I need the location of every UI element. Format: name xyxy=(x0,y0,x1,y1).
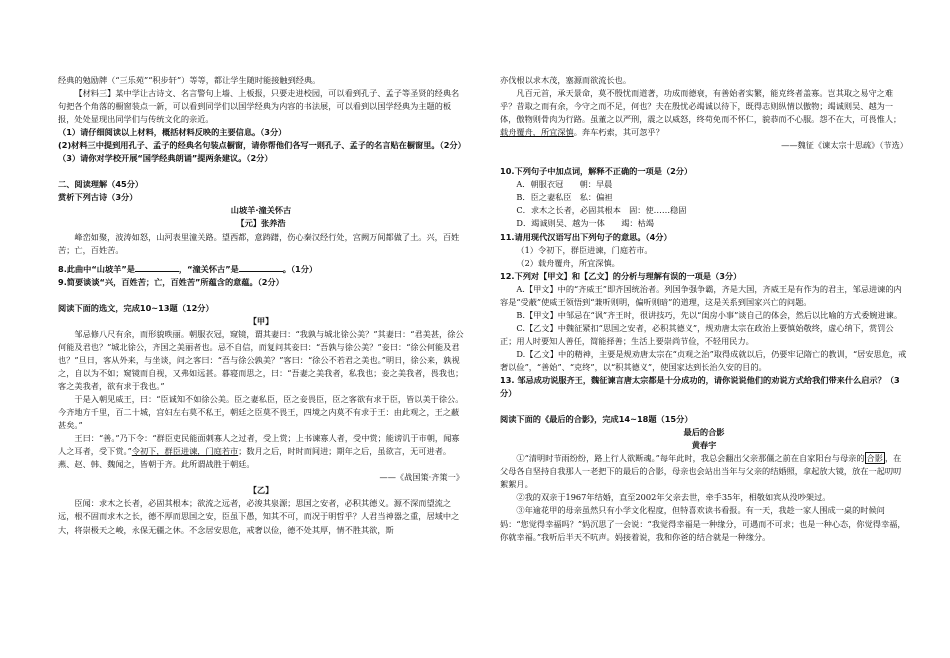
question-8-part-a: 8.此曲中“山坡羊”是 xyxy=(58,263,135,274)
text-yi-label: 【乙】 xyxy=(248,485,274,496)
question-12-option: C.【乙文】中魏征紧扣“思国之安者，必积其德义”，规劝唐太宗在政治上要慎始敬终，虚心纳下，赏罚公正；用人时要知人善任，简能择善；生活上要崇尚节俭，不轻用民力。 xyxy=(500,322,894,346)
modern-reading-intro: 阅读下面的《最后的合影》，完成14~18题（15分） xyxy=(500,414,693,425)
text-yi-paragraph-2 xyxy=(500,87,908,139)
text-jia-paragraph-3 xyxy=(58,432,464,471)
spacer xyxy=(500,152,908,165)
prose-intro: 阅读下面的选文，完成10~13题（12分） xyxy=(58,302,214,313)
text-jia-label: 【甲】 xyxy=(248,315,274,326)
question-11: 11.请用现代汉语写出下列句子的意思。（4分） xyxy=(500,231,672,242)
underlined-sentence: 载舟覆舟，所宜深慎 xyxy=(500,127,574,138)
text-jia-source: ——《战国策·齐策一》 xyxy=(379,472,464,483)
question-10-option: B．臣之妻私臣 私：偏袒 xyxy=(516,192,613,203)
question-8 xyxy=(58,263,464,276)
text-segment: 王曰：“善。”乃下令：“群臣吏民能面刺寡人之过者，受上赏；上书谏寡人者，受中赏；能谤讥于市朝，闻寡人之耳者，受下赏。” xyxy=(58,433,460,457)
poem-body: 峰峦如聚，波涛如怒，山河表里潼关路。望西都，意踌躇，伤心秦汉经行处，宫阙万间都做了土。兴，百姓苦；亡，百姓苦。 xyxy=(58,231,460,255)
question-10-option: A．朝服衣冠 朝：早晨 xyxy=(516,179,613,190)
modern-author: 黄春宇 xyxy=(691,440,717,451)
question-10: 10.下列句子中加点词，解释不正确的一项是（2分） xyxy=(500,166,693,177)
text-segment: ①“清明时节雨纷纷，路上行人欲断魂。”每年此时，我总会翻出父亲那僵之前在自家阳台与母亲的 xyxy=(516,453,865,464)
text-segment: ，在父母各自坚持自我那人一老把下的最后的合影，母亲也会站出当年与父亲的结婚照，拿起放大镜，放在一起叨叨絮絮月。 xyxy=(500,453,902,490)
question-12-option: B.【甲文】中邹忌在“讽”齐王时，很讲技巧，先以“闺房小事”谈自己的体会，然后以比喻的方式委婉进谏。 xyxy=(516,309,903,320)
question-10-option: C．求木之长者，必固其根本 固：使……稳固 xyxy=(516,205,687,216)
question-3: （3）请你对学校开展“国学经典朗诵”提两条建议。（2分） xyxy=(58,153,273,164)
spacer xyxy=(58,165,464,178)
poem-author: 【元】张养浩 xyxy=(236,218,286,229)
text-yi-paragraph-1: 臣闻：求木之长者，必固其根本；欲流之远者，必浚其泉源；思国之安者，必积其德义。源不深而望流之远，根不固而求木之长，德不厚而思国之安，臣虽下愚，知其不可，而况于明哲乎？人君当神器之重，居域中之大，将崇极天之峻，永保无疆之休。不念居安思危，戒奢以俭，德不处其厚，情不胜其欲，斯 xyxy=(58,498,460,535)
text-segment: ；数月之后，时时而间进；期年之后，虽欲言，无可进者。燕、赵、韩、魏闻之，皆朝于齐。此所谓战胜于朝廷。 xyxy=(58,446,452,470)
question-12: 12.下列对【甲文】和【乙文】的分析与理解有误的一项是（3分） xyxy=(500,270,742,281)
text-jia-paragraph-1: 邹忌修八尺有余，而形貌昳丽。朝服衣冠，窥镜，谓其妻曰：“我孰与城北徐公美？”其妻曰：“君美甚，徐公何能及君也？”城北徐公，齐国之美丽者也。忌不自信，而复问其妾曰：“吾孰与徐公美？”妾曰：“徐公何能及君也？”旦日，客从外来，与坐谈，问之客曰：“吾与徐公孰美？”客曰：“徐公不若君之美也。”明日，徐公来，孰视之，自以为不如；窥镜而自视，又弗如远甚。暮寝而思之，曰：“吾妻之美我者，私我也；妾之美我者，畏我也；客之美我者，欲有求于我也。” xyxy=(58,328,464,391)
modern-title: 最后的合影 xyxy=(683,427,725,438)
question-13: 13. 邹忌成功说服齐王，魏征谏言唐太宗都是十分成功的，请你说说他们的劝说方式给我们带来什么启示？（3分） xyxy=(500,375,900,399)
question-11-item: （2）载舟覆舟，所宜深慎。 xyxy=(516,257,620,268)
question-8-part-b: ，“潼关怀古”是 xyxy=(178,263,239,274)
text-segment: 。奔车朽索，其可忽乎？ xyxy=(573,127,664,138)
material-two-tail: 经典的勉励牌（“三乐苑”“积步轩”）等等，都让学生随时能接触到经典。 xyxy=(58,75,321,85)
question-2: (2)材料三中提到用孔子、孟子的经典名句装点橱窗，请你帮他们各写一则孔子、孟子的名言贴在橱窗里。（2分） xyxy=(58,140,466,151)
question-1: （1）请仔细阅读以上材料，概括材料反映的主要信息。（3分） xyxy=(58,127,287,138)
question-8-part-c: 。（1分） xyxy=(282,263,318,274)
poem-intro: 赏析下列古诗（3分） xyxy=(58,192,138,203)
modern-paragraph-1 xyxy=(500,452,908,491)
text-segment: 凡百元首，承天景命，莫不殷忧而道著，功成而德衰，有善始者实繁，能克终者盖寡。岂其取之易守之难乎？昔取之而有余，今守之而不足，何也？夫在殷忧必竭诚以待下，既得志则纵情以傲物；竭诚则吴、越为一体，傲物则骨肉为行路。虽董之以严刑，震之以威怒，终苟免而不怀仁，貌恭而不心服。怨不在大，可畏惟人； xyxy=(500,88,902,125)
question-12-option: D.【乙文】中的精神，主要是规劝唐太宗在“贞观之治”取得成就以后，仍要牢记隋亡的教训，“居安思危，戒奢以俭”，“善始”、“克终”，以“积其德义”，使国家达到长治久安的目的。 xyxy=(500,348,907,372)
text-yi-tail: 亦伐根以求木茂，塞源而欲流长也。 xyxy=(500,75,632,85)
section-two-heading: 二、阅读理解（45分） xyxy=(58,179,144,190)
question-12-option: A.【甲文】中的“齐威王”即齐国统治者。列国争强争霸，齐是大国，齐威王是有作为的君主，邹忌进谏的内容是“受蔽”使威王领悟到“兼听则明，偏听则暗”的道理，这是关系到国家兴亡的问题。 xyxy=(500,283,902,307)
material-three: 【材料三】某中学让古诗文、名言警句上墙、上板报，只要走进校园，可以看到孔子、孟子等圣贤的经典名句把各个角落的橱窗装点一新，可以看到同学们以国学经典为内容的书法展，可以看到以国学经典为主题的板报，处处显现出同学们与传统文化的亲近。 xyxy=(58,88,460,125)
spacer xyxy=(500,400,908,413)
question-9: 9.简要谈谈“兴，百姓苦；亡，百姓苦”所蕴含的意蕴。（2分） xyxy=(58,276,284,287)
underlined-sentence: 令初下，群臣进谏，门庭若市 xyxy=(131,446,239,457)
modern-paragraph-2: ②我的双亲于1967年结婚，直至2002年父亲去世，牵手35年，相敬如宾从没吵架过。 xyxy=(516,492,831,503)
answer-blank[interactable] xyxy=(239,263,283,272)
answer-blank[interactable] xyxy=(135,263,179,272)
poem-title: 山坡羊·潼关怀古 xyxy=(230,205,292,216)
boxed-word: 合影 xyxy=(866,453,883,464)
left-column xyxy=(58,74,464,537)
question-10-option: D．竭诚则吴、越为一体 竭：枯竭 xyxy=(516,218,654,229)
question-11-item: （1）令初下，群臣进谏，门庭若市。 xyxy=(516,244,653,255)
text-jia-paragraph-2: 于是入朝见威王，曰：“臣诚知不如徐公美。臣之妻私臣，臣之妾畏臣，臣之客欲有求于臣，皆以美于徐公。今齐地方千里，百二十城，宫妇左右莫不私王，朝廷之臣莫不畏王，四境之内莫不有求于王：由此观之，王之蔽甚矣。” xyxy=(58,394,464,431)
right-column xyxy=(500,74,908,544)
modern-paragraph-3: ③年逾花甲的母亲虽然只有小学文化程度，但特喜欢读书看报。有一天，我趁一家人围成一桌的时候问妈：“您觉得幸福吗？”妈沉思了一会说：“我觉得幸福是一种缘分，可遇而不可求；也是一种心态，你觉得幸福，你就幸福。”我听后半天不吭声。妈接着说，我和你爸的结合就是一种缘分。 xyxy=(500,505,906,542)
text-yi-source: ——魏征《谏太宗十思疏》（节选） xyxy=(781,140,908,151)
spacer xyxy=(58,289,464,302)
